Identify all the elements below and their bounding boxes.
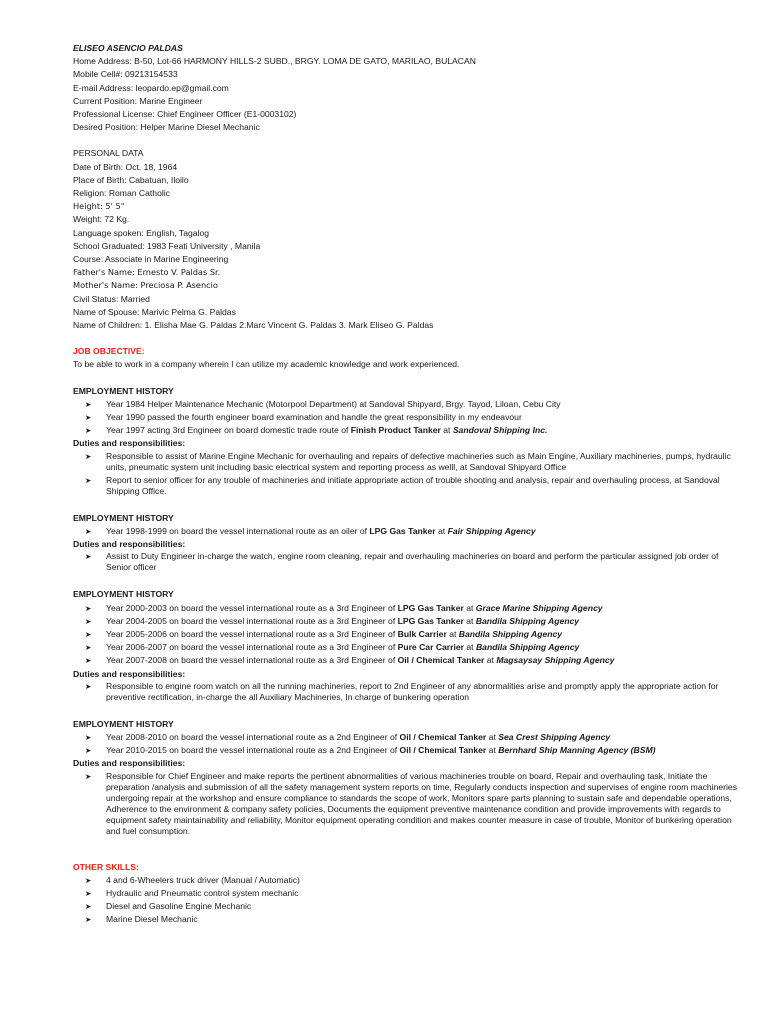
employment-item: ➤ Year 2010-2015 on board the vessel international route as a 2nd Engineer of Oil / Chemical Tanker at Bernhard Ship Manning Agency (BSM) — [73, 744, 743, 757]
duties-heading: Duties and responsibilities: — [73, 758, 186, 769]
arrow-bullet-icon: ➤ — [85, 552, 92, 562]
vessel-type: LPG Gas Tanker — [397, 615, 464, 626]
desired-position: Desired Position: Helper Marine Diesel Mechanic — [73, 122, 260, 133]
duties-list — [73, 771, 743, 837]
employment-list — [73, 398, 743, 438]
employment-item: ➤ Year 2008-2010 on board the vessel international route as a 2nd Engineer of Oil / Chemical Tanker at Sea Crest Shipping Agency — [73, 731, 743, 744]
employment-history-section-4 — [73, 718, 743, 837]
company-name: Sea Crest Shipping Agency — [498, 731, 611, 742]
arrow-bullet-icon: ➤ — [85, 902, 92, 912]
arrow-bullet-icon: ➤ — [85, 875, 92, 885]
date-of-birth: Date of Birth: Oct. 18, 1964 — [73, 161, 178, 172]
current-position: Current Position: Marine Engineer — [73, 95, 203, 106]
resume-page — [73, 42, 743, 927]
employment-item: ➤ Year 2004-2005 on board the vessel international route as a 3rd Engineer of LPG Gas Tanker at Bandila Shipping Agency — [73, 615, 743, 628]
company-name: Bandila Shipping Agency — [475, 615, 580, 626]
duties-heading: Duties and responsibilities: — [73, 539, 186, 550]
spouse-name: Name of Spouse: Marivic Pelma G. Paldas — [73, 306, 236, 317]
duty-item: ➤ Responsible to engine room watch on all the running machineries, report to 2nd Engineer of any abnormalities arise and promptly apply the appropriate action for preventive rectification, in-charge the all Auxiliary Machineries, In charge of bunkering operation — [85, 680, 719, 702]
language-spoken: Language spoken: English, Tagalog — [73, 227, 210, 238]
employment-list — [73, 525, 743, 538]
vessel-type: Bulk Carrier — [397, 628, 447, 639]
duties-heading: Duties and responsibilities: — [73, 438, 186, 449]
weight: Weight: 72 Kg. — [73, 214, 130, 225]
mobile-number: Mobile Cell#: 09213154533 — [73, 69, 178, 80]
employment-item: ➤ Year 1990 passed the fourth engineer board examination and handle the great responsibility in my endeavour — [73, 411, 743, 424]
job-objective-text: To be able to work in a company wherein I can utilize my academic knowledge and work experienced. — [73, 359, 460, 370]
employment-history-section-3 — [73, 588, 743, 702]
skill-item: ➤ Diesel and Gasoline Engine Mechanic — [73, 900, 743, 913]
arrow-bullet-icon: ➤ — [85, 915, 92, 925]
duties-heading: Duties and responsibilities: — [73, 668, 186, 679]
company-name: Fair Shipping Agency — [447, 525, 536, 536]
vessel-type: Oil / Chemical Tanker — [399, 745, 487, 756]
school-graduated: School Graduated: 1983 Feati University , Manila — [73, 240, 261, 251]
arrow-bullet-icon: ➤ — [85, 656, 92, 666]
arrow-bullet-icon: ➤ — [85, 643, 92, 653]
vessel-type: Pure Car Carrier — [397, 642, 465, 653]
company-name: Bandila Shipping Agency — [475, 642, 580, 653]
arrow-bullet-icon: ➤ — [85, 888, 92, 898]
skill-item: ➤ Marine Diesel Mechanic — [73, 913, 743, 926]
religion: Religion: Roman Catholic — [73, 188, 170, 199]
arrow-bullet-icon: ➤ — [85, 616, 92, 626]
arrow-bullet-icon: ➤ — [85, 526, 92, 536]
company-name: Grace Marine Shipping Agency — [475, 602, 603, 613]
arrow-bullet-icon: ➤ — [85, 426, 92, 436]
skill-item: ➤ 4 and 6-Wheelers truck driver (Manual / Automatic) — [73, 874, 743, 887]
children-names: Name of Children: 1. Elisha Mae G. Paldas 2.Marc Vincent G. Paldas 3. Mark Eliseo G. Paldas — [73, 320, 434, 331]
arrow-bullet-icon: ➤ — [85, 475, 92, 485]
duty-item: ➤ Assist to Duty Engineer in-charge the watch, engine room cleaning, repair and overhauling machineries on board and perform the particular assigned job order of Senior officer — [85, 551, 719, 573]
employment-item: ➤ Year 1998-1999 on board the vessel international route as an oiler of LPG Gas Tanker at Fair Shipping Agency — [73, 525, 743, 538]
fathers-name: Father's Name: Ernesto V. Paldas Sr. — [73, 267, 221, 278]
company-name: Bandila Shipping Agency — [458, 628, 563, 639]
vessel-type: Oil / Chemical Tanker — [397, 655, 485, 666]
company-name: Bernhard Ship Manning Agency (BSM) — [498, 745, 656, 756]
company-name: Magsaysay Shipping Agency — [496, 655, 615, 666]
skills-list — [73, 874, 743, 927]
employment-item: ➤ Year 2000-2003 on board the vessel international route as a 3rd Engineer of LPG Gas Tanker at Grace Marine Shipping Agency — [73, 602, 743, 615]
employment-list — [73, 602, 743, 668]
duties-list — [73, 551, 743, 573]
arrow-bullet-icon: ➤ — [85, 451, 92, 461]
employment-history-heading: EMPLOYMENT HISTORY — [73, 589, 174, 600]
employment-item: ➤ Year 2005-2006 on board the vessel international route as a 3rd Engineer of Bulk Carrier at Bandila Shipping Agency — [73, 628, 743, 641]
vessel-type: Finish Product Tanker — [350, 425, 441, 436]
employment-list — [73, 731, 743, 757]
skill-item: ➤ Hydraulic and Pneumatic control system mechanic — [73, 887, 743, 900]
place-of-birth: Place of Birth: Cabatuan, Iloilo — [73, 174, 189, 185]
arrow-bullet-icon: ➤ — [85, 681, 92, 691]
arrow-bullet-icon: ➤ — [85, 746, 92, 756]
duty-item: ➤ Responsible for Chief Engineer and make reports the pertinent abnormalities of various machineries trouble on board, Repair and overhauling task, Initiate the preparation /analysis and submission of all the safety management system reports on time, Regularly conducts inspection and supervises of engine room machineries undergoing repair at the workshop and ensure compliance to standards the scope of work, Monitors spare parts planning to sustain safe and dependable operations, Adherence to the environment & company safety policies, Documents the equipment preventive maintenance condition and provide improvements with regards to equipment safety maintainability and reliability, Monitor equipment operating condition and makes counter measure in case of trouble, Monitor of bunkering operation and fuel consumption. — [85, 770, 738, 836]
height: Height: 5' 5" — [73, 201, 125, 212]
arrow-bullet-icon: ➤ — [85, 603, 92, 613]
arrow-bullet-icon: ➤ — [85, 629, 92, 639]
professional-license: Professional License: Chief Engineer Officer (E1-0003102) — [73, 109, 297, 120]
job-objective-heading: JOB OBJECTIVE: — [73, 346, 145, 357]
civil-status: Civil Status: Married — [73, 293, 150, 304]
personal-data-heading: PERSONAL DATA — [73, 148, 144, 159]
other-skills-heading: OTHER SKILLS: — [73, 861, 139, 872]
duties-list — [73, 451, 743, 497]
email-address: E-mail Address: leopardo.ep@gmail.com — [73, 82, 229, 93]
duty-item: ➤ Responsible to assist of Marine Engine Mechanic for overhauling and repairs of defective machineries such as Main Engine, Auxiliary machineries, pumps, hydraulic units, pneumatic system unit including basic electrical system and reporting process as welll, at Sandoval Shipyard Office — [85, 450, 731, 472]
duty-item: ➤ Report to senior officer for any trouble of machineries and initiate appropriate action of trouble shooting and analysis, repair and overhauling process, at Sandoval Shipping Office. — [85, 474, 720, 496]
employment-history-heading: EMPLOYMENT HISTORY — [73, 385, 174, 396]
mothers-name: Mother's Name: Preciosa P. Asencio — [73, 280, 218, 291]
employment-history-heading: EMPLOYMENT HISTORY — [73, 512, 174, 523]
employment-item: ➤ Year 1997 acting 3rd Engineer on board domestic trade route of Finish Product Tanker at Sandoval Shipping Inc. — [73, 424, 743, 437]
employment-item: ➤ Year 2007-2008 on board the vessel international route as a 3rd Engineer of Oil / Chemical Tanker at Magsaysay Shipping Agency — [73, 654, 743, 667]
course: Course: Associate in Marine Engineering — [73, 254, 229, 265]
employment-history-heading: EMPLOYMENT HISTORY — [73, 718, 174, 729]
applicant-name: ELISEO ASENCIO PALDAS — [73, 43, 183, 53]
vessel-type: LPG Gas Tanker — [397, 602, 464, 613]
company-name: Sandoval Shipping Inc. — [452, 425, 548, 436]
employment-item: ➤ Year 2006-2007 on board the vessel international route as a 3rd Engineer of Pure Car Carrier at Bandila Shipping Agency — [73, 641, 743, 654]
other-skills-section — [73, 861, 743, 927]
employment-history-section-2 — [73, 512, 743, 574]
arrow-bullet-icon: ➤ — [85, 413, 92, 423]
employment-item: ➤ Year 1984 Helper Maintenance Mechanic (Motorpool Department) at Sandoval Shipyard, Brgy. Tayod, Liloan, Cebu City — [73, 398, 743, 411]
duties-list — [73, 681, 743, 703]
employment-history-section-1 — [73, 385, 743, 497]
vessel-type: Oil / Chemical Tanker — [399, 731, 487, 742]
arrow-bullet-icon: ➤ — [85, 771, 92, 781]
vessel-type: LPG Gas Tanker — [369, 525, 436, 536]
home-address: Home Address: B-50, Lot-66 HARMONY HILLS-2 SUBD., BRGY. LOMA DE GATO, MARILAO, BULACAN — [73, 56, 476, 67]
arrow-bullet-icon: ➤ — [85, 732, 92, 742]
arrow-bullet-icon: ➤ — [85, 399, 92, 409]
